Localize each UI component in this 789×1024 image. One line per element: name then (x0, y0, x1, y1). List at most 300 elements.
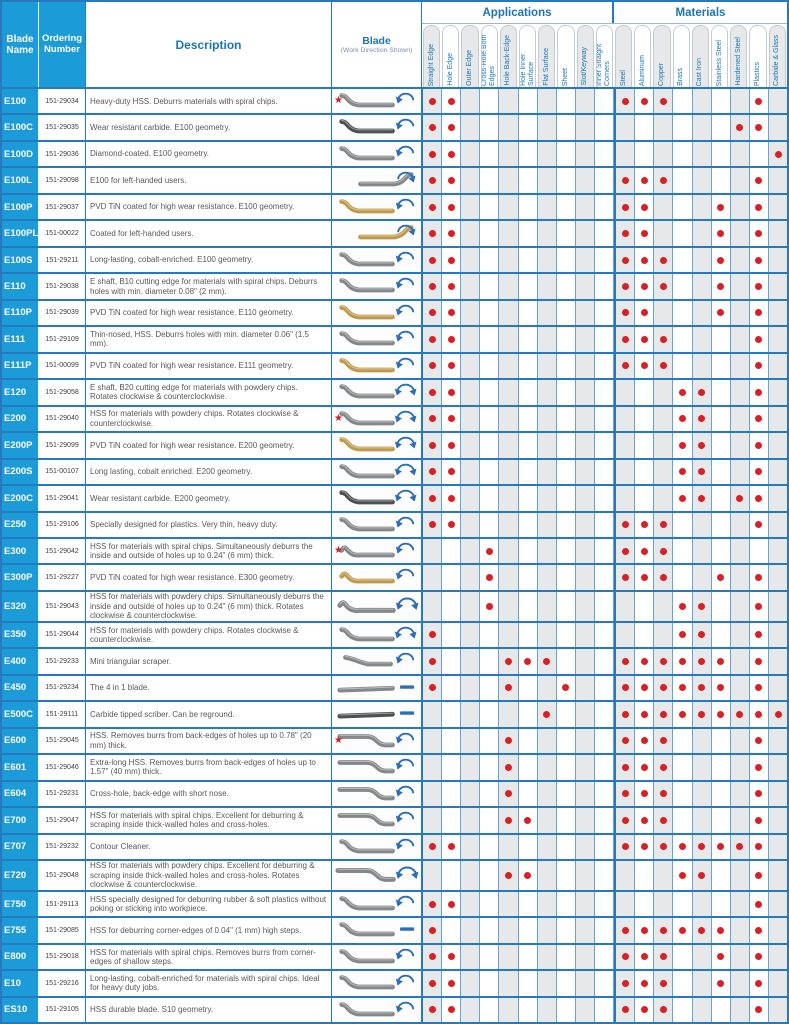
description-cell: E shaft, B10 cutting edge for materials with spiral chips. Deburrs holes with min. diameter 0.08" (2 mm). (86, 274, 332, 298)
dot-cell (442, 407, 461, 431)
blade-cell (332, 702, 422, 726)
blade-image (332, 808, 421, 832)
ordering-number-cell: 151-29018 (39, 945, 86, 969)
blade-name-cell: E700 (2, 808, 39, 832)
dot-cell (442, 918, 461, 942)
rotation-arrow-icon (396, 358, 413, 368)
dot-cell (576, 460, 595, 484)
dot-cell (635, 892, 654, 916)
dot-cell (595, 89, 614, 113)
dot-cell (654, 539, 673, 563)
dot-grid (422, 729, 787, 753)
dot-cell (499, 808, 518, 832)
dot-cell (499, 623, 518, 647)
dot-cell (461, 301, 480, 325)
dot-cell (519, 142, 538, 166)
dot-cell (614, 729, 635, 753)
column-header (653, 25, 670, 87)
dot-cell (731, 354, 750, 378)
dot-cell (461, 729, 480, 753)
ordering-number-cell: 151-29042 (39, 539, 86, 563)
dot-cell (731, 808, 750, 832)
blade-image (332, 729, 421, 753)
dot-cell (693, 460, 712, 484)
dot-cell (519, 945, 538, 969)
dot-grid (422, 623, 787, 647)
dot-cell (538, 782, 557, 806)
dot-cell (693, 649, 712, 673)
column-header (615, 25, 632, 87)
column-header-label: Stainless Steel (715, 39, 723, 86)
dot-cell (750, 565, 769, 589)
rotation-arrow-icon (396, 570, 413, 580)
dot-cell (693, 835, 712, 859)
table-row (2, 484, 787, 510)
dot-cell (423, 248, 442, 272)
applicability-dot (755, 980, 762, 987)
dot-cell (731, 835, 750, 859)
blade-name-cell: E120 (2, 380, 39, 404)
blade-image (332, 354, 421, 378)
applicability-dot (543, 658, 550, 665)
dot-cell (557, 248, 576, 272)
dot-cell (673, 380, 692, 404)
applicability-dot (429, 980, 436, 987)
applicability-dot (448, 283, 455, 290)
dot-cell (538, 945, 557, 969)
dot-cell (461, 168, 480, 192)
rotation-arrow-icon (396, 517, 413, 527)
applicability-dot (622, 764, 629, 771)
dot-cell (461, 486, 480, 510)
dot-cell (538, 861, 557, 890)
dot-cell (635, 354, 654, 378)
star-icon: ★ (334, 412, 343, 424)
applicability-dot (448, 442, 455, 449)
dot-cell (595, 945, 614, 969)
dot-cell (538, 918, 557, 942)
dot-cell (750, 221, 769, 245)
blade-image (332, 195, 421, 219)
dot-cell (673, 945, 692, 969)
dot-cell (499, 835, 518, 859)
dot-cell (519, 380, 538, 404)
dot-cell (442, 861, 461, 890)
dot-cell (557, 971, 576, 995)
applicability-dot (448, 309, 455, 316)
applicability-dot (717, 953, 724, 960)
blade-cell (332, 115, 422, 139)
dot-cell (519, 892, 538, 916)
blade-cell (332, 407, 422, 431)
column-header (596, 25, 613, 87)
dot-cell (654, 168, 673, 192)
applicability-dot (641, 927, 648, 934)
applicability-dot (698, 631, 705, 638)
dot-cell (595, 592, 614, 621)
dot-cell (423, 327, 442, 351)
applicability-dot (679, 442, 686, 449)
header-blade-name: Blade Name (2, 2, 39, 87)
description-cell: E100 for left-handed users. (86, 168, 332, 192)
dot-cell (557, 195, 576, 219)
dot-cell (538, 486, 557, 510)
dot-cell (635, 327, 654, 351)
dot-grid (422, 460, 787, 484)
dot-cell (519, 782, 538, 806)
dot-cell (461, 676, 480, 700)
dot-cell (442, 513, 461, 537)
dot-cell (693, 623, 712, 647)
dot-cell (576, 327, 595, 351)
applicability-dot (429, 521, 436, 528)
dot-cell (499, 918, 518, 942)
applicability-dot (755, 521, 762, 528)
dot-cell (442, 808, 461, 832)
dot-cell (480, 142, 499, 166)
dot-cell (423, 702, 442, 726)
applicability-dot (429, 658, 436, 665)
dot-cell (693, 195, 712, 219)
dot-cell (635, 460, 654, 484)
applicability-dot (698, 389, 705, 396)
dot-grid (422, 195, 787, 219)
dot-cell (693, 565, 712, 589)
table-row (2, 590, 787, 621)
applicability-dot (755, 442, 762, 449)
dot-cell (712, 301, 731, 325)
applicability-dot (641, 817, 648, 824)
dot-cell (673, 301, 692, 325)
table-row (2, 943, 787, 969)
dot-cell (499, 301, 518, 325)
dot-cell (750, 142, 769, 166)
description-cell: HSS for deburring corner-edges of 0.04" (1 mm) high steps. (86, 918, 332, 942)
dot-cell (538, 460, 557, 484)
dot-cell (712, 221, 731, 245)
applicability-dot (755, 1006, 762, 1013)
dot-cell (769, 539, 787, 563)
dot-cell (614, 945, 635, 969)
applicability-dot (429, 230, 436, 237)
applicability-dot (448, 336, 455, 343)
table-row (2, 647, 787, 673)
dot-cell (480, 248, 499, 272)
dot-cell (614, 274, 635, 298)
dot-cell (654, 998, 673, 1022)
dot-cell (499, 971, 518, 995)
dot-cell (423, 623, 442, 647)
dot-cell (769, 971, 787, 995)
dot-cell (538, 971, 557, 995)
dot-cell (731, 971, 750, 995)
dot-cell (693, 971, 712, 995)
blade-image (332, 407, 421, 431)
dot-cell (673, 755, 692, 779)
dot-cell (731, 918, 750, 942)
dot-cell (538, 168, 557, 192)
blade-cell (332, 460, 422, 484)
dot-cell (731, 221, 750, 245)
dot-cell (654, 808, 673, 832)
applicability-dot (486, 548, 493, 555)
applicability-dot (429, 684, 436, 691)
dot-cell (769, 354, 787, 378)
dot-cell (595, 808, 614, 832)
applicability-dot (755, 790, 762, 797)
rotation-arrow-icon (396, 786, 413, 796)
dot-cell (614, 380, 635, 404)
dot-cell (480, 433, 499, 457)
column-header (442, 25, 459, 87)
dot-cell (480, 702, 499, 726)
column-header (423, 25, 440, 87)
applicability-dot (448, 901, 455, 908)
dot-cell (712, 649, 731, 673)
column-header (481, 25, 498, 87)
blade-cell (332, 782, 422, 806)
table-row (2, 272, 787, 298)
dot-cell (731, 892, 750, 916)
dot-grid (422, 354, 787, 378)
table-row (2, 140, 787, 166)
dot-cell (442, 565, 461, 589)
applicability-dot (622, 1006, 629, 1013)
ordering-number-cell: 151-29035 (39, 115, 86, 139)
applicability-dot (429, 442, 436, 449)
dot-cell (557, 407, 576, 431)
blade-cell (332, 971, 422, 995)
dot-cell (538, 221, 557, 245)
dot-cell (731, 676, 750, 700)
dot-cell (750, 274, 769, 298)
dot-cell (423, 945, 442, 969)
dot-cell (614, 539, 635, 563)
dot-cell (769, 168, 787, 192)
dot-grid (422, 649, 787, 673)
dot-cell (442, 592, 461, 621)
applicability-dot (755, 362, 762, 369)
applicability-dot (622, 521, 629, 528)
applicability-dot (641, 336, 648, 343)
applicability-dot (641, 737, 648, 744)
applicability-dot (660, 953, 667, 960)
dot-cell (461, 835, 480, 859)
dot-cell (731, 274, 750, 298)
dot-cell (461, 115, 480, 139)
dot-cell (712, 142, 731, 166)
dot-cell (614, 486, 635, 510)
applicability-dot (622, 927, 629, 934)
dot-cell (693, 808, 712, 832)
table-row (2, 299, 787, 325)
blade-image (332, 945, 421, 969)
applicability-dot (448, 151, 455, 158)
blade-image (332, 676, 421, 700)
dot-cell (423, 221, 442, 245)
dot-cell (693, 115, 712, 139)
applicability-dot (641, 98, 648, 105)
applicability-dot (641, 1006, 648, 1013)
dot-cell (635, 755, 654, 779)
blade-name-cell: E200C (2, 486, 39, 510)
dot-grid (422, 433, 787, 457)
dot-cell (480, 89, 499, 113)
ordering-number-cell: 151-29045 (39, 729, 86, 753)
dot-cell (635, 782, 654, 806)
column-header (519, 25, 536, 87)
dot-cell (595, 782, 614, 806)
dot-cell (731, 729, 750, 753)
dot-cell (693, 676, 712, 700)
dot-cell (673, 649, 692, 673)
dot-cell (693, 513, 712, 537)
dot-cell (557, 433, 576, 457)
blade-image (332, 142, 421, 166)
dot-cell (614, 565, 635, 589)
dot-cell (712, 971, 731, 995)
blade-name-cell: E110 (2, 274, 39, 298)
dot-cell (731, 327, 750, 351)
blade-name-cell: E707 (2, 835, 39, 859)
dot-cell (557, 513, 576, 537)
dot-cell (519, 248, 538, 272)
dot-cell (712, 89, 731, 113)
applicability-dot (641, 521, 648, 528)
dot-cell (461, 808, 480, 832)
dot-cell (769, 676, 787, 700)
dot-cell (557, 221, 576, 245)
dot-cell (750, 460, 769, 484)
applicability-dot (641, 177, 648, 184)
dot-cell (614, 702, 635, 726)
dot-cell (693, 729, 712, 753)
applicability-dot (448, 204, 455, 211)
dot-cell (769, 513, 787, 537)
dot-cell (576, 998, 595, 1022)
description-cell: HSS durable blade. S10 geometry. (86, 998, 332, 1022)
ordering-number-cell: 151-29109 (39, 327, 86, 351)
dot-cell (576, 407, 595, 431)
dot-cell (614, 168, 635, 192)
rotation-arrow-icon (396, 253, 413, 263)
dot-cell (461, 433, 480, 457)
applicability-dot (717, 257, 724, 264)
applicability-dot (505, 737, 512, 744)
dot-cell (519, 433, 538, 457)
applicability-dot (429, 389, 436, 396)
dot-cell (423, 835, 442, 859)
dot-cell (693, 592, 712, 621)
dot-cell (423, 861, 442, 890)
dot-cell (712, 460, 731, 484)
dot-cell (750, 649, 769, 673)
dot-cell (673, 702, 692, 726)
applicability-dot (679, 603, 686, 610)
dot-cell (769, 327, 787, 351)
applicability-dot (641, 790, 648, 797)
dot-cell (557, 327, 576, 351)
dot-cell (614, 971, 635, 995)
blade-name-cell: E100C (2, 115, 39, 139)
ordering-number-cell: 151-29041 (39, 486, 86, 510)
dot-cell (635, 301, 654, 325)
dot-cell (654, 142, 673, 166)
dot-cell (635, 539, 654, 563)
dot-cell (635, 565, 654, 589)
blade-name-cell: E100PL (2, 221, 39, 245)
dot-cell (423, 998, 442, 1022)
dot-cell (442, 195, 461, 219)
column-header (634, 25, 651, 87)
applicability-dot (698, 927, 705, 934)
applicability-dot (679, 495, 686, 502)
dot-cell (731, 513, 750, 537)
table-row (2, 890, 787, 916)
rotation-arrow-icon (396, 147, 413, 157)
table-body (2, 89, 787, 1022)
dot-cell (442, 460, 461, 484)
dot-cell (731, 486, 750, 510)
dot-cell (576, 142, 595, 166)
dot-cell (442, 115, 461, 139)
description-cell: Extra-long HSS. Removes burrs from back-edges of holes up to 1.57" (40 mm) thick. (86, 755, 332, 779)
blade-name-cell: E300P (2, 565, 39, 589)
applicability-dot (622, 98, 629, 105)
dot-cell (423, 354, 442, 378)
column-header-label: Cross-Hole Both Edges (481, 34, 497, 86)
dot-cell (654, 460, 673, 484)
applicability-dot (429, 1006, 436, 1013)
dot-cell (595, 380, 614, 404)
dot-cell (712, 407, 731, 431)
table-row (2, 458, 787, 484)
dot-cell (693, 221, 712, 245)
dot-cell (576, 168, 595, 192)
dot-cell (499, 513, 518, 537)
dot-cell (693, 142, 712, 166)
dot-cell (712, 782, 731, 806)
applicability-dot (429, 843, 436, 850)
rotation-arrow-icon (396, 1002, 413, 1012)
applicability-dot (448, 521, 455, 528)
blade-name-cell: E100D (2, 142, 39, 166)
dot-cell (614, 808, 635, 832)
dot-cell (499, 945, 518, 969)
dot-cell (769, 115, 787, 139)
dot-cell (712, 892, 731, 916)
dot-cell (614, 327, 635, 351)
dot-cell (423, 649, 442, 673)
dot-cell (654, 892, 673, 916)
applicability-dot (736, 711, 743, 718)
applicability-dot (775, 151, 782, 158)
column-header-label: Cast Iron (696, 57, 704, 86)
dot-cell (442, 623, 461, 647)
applicability-dot (429, 468, 436, 475)
column-header-label: Outer Edge (465, 50, 473, 86)
table-row (2, 916, 787, 942)
dot-cell (576, 274, 595, 298)
dot-cell (576, 808, 595, 832)
blade-name-cell: E800 (2, 945, 39, 969)
blade-image (332, 755, 421, 779)
applicability-dot (429, 151, 436, 158)
applicability-dot (622, 204, 629, 211)
dot-cell (423, 460, 442, 484)
ordering-number-cell: 151-29036 (39, 142, 86, 166)
dot-cell (614, 623, 635, 647)
